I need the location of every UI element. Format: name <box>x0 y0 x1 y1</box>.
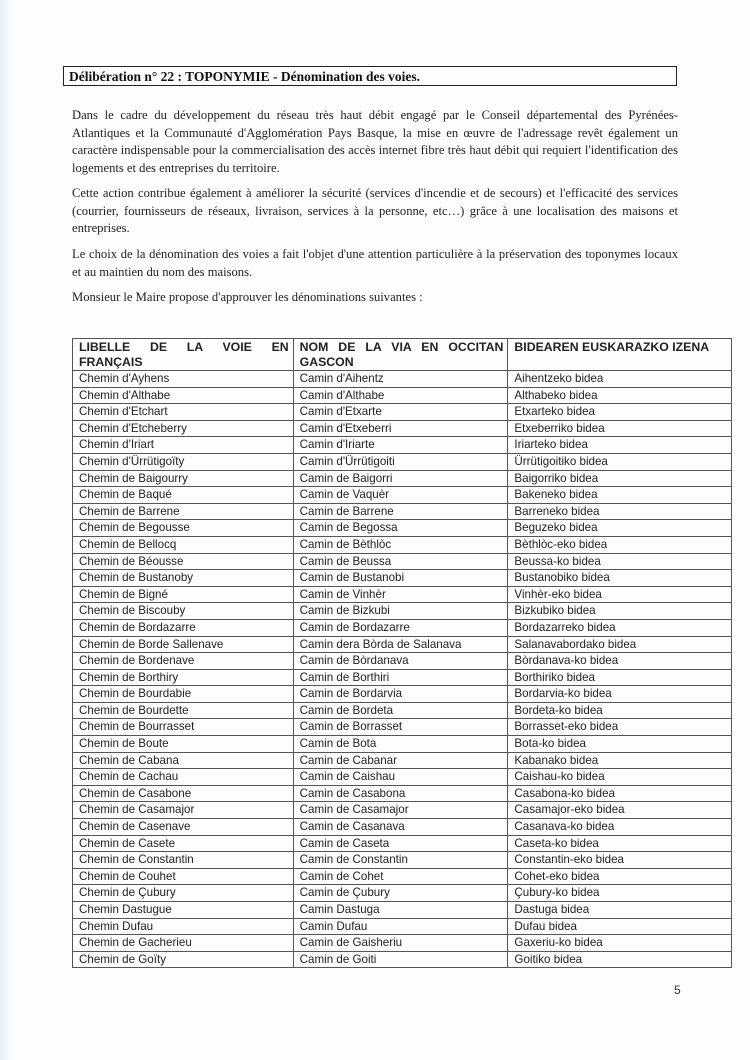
cell-occitan: Camin d'Etxarte <box>293 404 508 421</box>
table-row <box>73 520 732 537</box>
page-number: 5 <box>674 983 681 997</box>
header-french: LIBELLE DE LA VOIE EN FRANÇAIS <box>73 339 294 371</box>
cell-occitan: Camin de Begossa <box>293 520 508 537</box>
cell-occitan: Camin de Bota <box>293 736 508 753</box>
paragraph-proposal: Monsieur le Maire propose d'approuver les dénominations suivantes : <box>72 290 423 304</box>
cell-occitan: Camin de Bòrdanava <box>293 653 508 670</box>
table-row <box>73 653 732 670</box>
paragraph-context: Dans le cadre du développement du réseau très haut débit engagé par le Conseil départemental des Pyrénées-Atlantiques et la Communauté d'Agglomération Pays Basque, la mise en œuvre de l'adressage revêt également un caractère indispensable pour la commercialisation des accès internet fibre très haut débit qui requiert l'identification des logements et des entreprises du territoire. <box>72 108 678 175</box>
cell-french: Chemin de Bordenave <box>73 653 294 670</box>
cell-basque: Beussa-ko bidea <box>508 553 732 570</box>
paragraph-toponyms: Le choix de la dénomination des voies a fait l'objet d'une attention particulière à la préservation des toponymes locaux et au maintien du nom des maisons. <box>72 247 678 279</box>
cell-occitan: Camin de Cabanar <box>293 752 508 769</box>
table-row <box>73 669 732 686</box>
cell-occitan: Camin dera Bòrda de Salanava <box>293 636 508 653</box>
cell-occitan: Camin de Bordeta <box>293 702 508 719</box>
cell-basque: Kabanako bidea <box>508 752 732 769</box>
cell-basque: Casanava-ko bidea <box>508 819 732 836</box>
cell-french: Chemin de Goïty <box>73 951 294 968</box>
table-row <box>73 802 732 819</box>
cell-basque: Bakeneko bidea <box>508 487 732 504</box>
cell-occitan: Camin de Bordarvia <box>293 686 508 703</box>
table-row <box>73 868 732 885</box>
cell-basque: Caseta-ko bidea <box>508 835 732 852</box>
cell-occitan: Camin de Caseta <box>293 835 508 852</box>
cell-basque: Salanavabordako bidea <box>508 636 732 653</box>
paragraph-benefits: Cette action contribue également à améliorer la sécurité (services d'incendie et de secours) et l'efficacité des services (courrier, fournisseurs de réseaux, livraison, services à la personne, etc…) grâce à une localisation des maisons et entreprises. <box>72 186 678 236</box>
cell-french: Chemin de Casabone <box>73 785 294 802</box>
table-row <box>73 570 732 587</box>
cell-french: Chemin de Bordazarre <box>73 619 294 636</box>
cell-basque: Ürrütigoitiko bidea <box>508 453 732 470</box>
table-row <box>73 736 732 753</box>
table-row <box>73 553 732 570</box>
cell-basque: Barreneko bidea <box>508 503 732 520</box>
cell-french: Chemin d'Althabe <box>73 387 294 404</box>
cell-basque: Çubury-ko bidea <box>508 885 732 902</box>
cell-french: Chemin de Baigourry <box>73 470 294 487</box>
cell-basque: Bustanobiko bidea <box>508 570 732 587</box>
cell-french: Chemin de Biscouby <box>73 603 294 620</box>
cell-basque: Dastuga bidea <box>508 902 732 919</box>
cell-occitan: Camin de Borrasset <box>293 719 508 736</box>
cell-occitan: Camin de Baigorri <box>293 470 508 487</box>
cell-basque: Dufau bidea <box>508 918 732 935</box>
table-row <box>73 951 732 968</box>
cell-basque: Vinhèr-eko bidea <box>508 586 732 603</box>
cell-occitan: Camin de Casanava <box>293 819 508 836</box>
cell-basque: Goitiko bidea <box>508 951 732 968</box>
table-row <box>73 852 732 869</box>
cell-basque: Etxarteko bidea <box>508 404 732 421</box>
cell-basque: Iriarteko bidea <box>508 437 732 454</box>
cell-occitan: Camin de Borthiri <box>293 669 508 686</box>
table-body <box>73 371 732 968</box>
table-row <box>73 437 732 454</box>
table-row <box>73 918 732 935</box>
page-margin-shadow <box>0 0 14 1060</box>
table-row <box>73 885 732 902</box>
cell-basque: Bòrdanava-ko bidea <box>508 653 732 670</box>
cell-basque: Gaxeriu-ko bidea <box>508 935 732 952</box>
cell-french: Chemin de Borde Sallenave <box>73 636 294 653</box>
table-row <box>73 636 732 653</box>
cell-basque: Bizkubiko bidea <box>508 603 732 620</box>
table-row <box>73 819 732 836</box>
cell-basque: Caishau-ko bidea <box>508 769 732 786</box>
cell-french: Chemin de Casete <box>73 835 294 852</box>
cell-occitan: Camin de Çubury <box>293 885 508 902</box>
header-basque: BIDEAREN EUSKARAZKO IZENA <box>508 339 732 371</box>
cell-french: Chemin d'Ayhens <box>73 371 294 388</box>
cell-occitan: Camin de Cohet <box>293 868 508 885</box>
cell-basque: Baigorriko bidea <box>508 470 732 487</box>
table-row <box>73 686 732 703</box>
cell-basque: Bota-ko bidea <box>508 736 732 753</box>
cell-occitan: Camin de Barrene <box>293 503 508 520</box>
cell-occitan: Camin de Casamajor <box>293 802 508 819</box>
table-row <box>73 487 732 504</box>
table-row <box>73 619 732 636</box>
cell-occitan: Camin de Constantin <box>293 852 508 869</box>
cell-french: Chemin d'Ürrütigoïty <box>73 453 294 470</box>
table-row <box>73 835 732 852</box>
cell-occitan: Camin de Goiti <box>293 951 508 968</box>
cell-basque: Bordarvia-ko bidea <box>508 686 732 703</box>
table-row <box>73 603 732 620</box>
table-row <box>73 470 732 487</box>
cell-french: Chemin Dufau <box>73 918 294 935</box>
cell-french: Chemin de Boute <box>73 736 294 753</box>
cell-occitan: Camin de Gaisheriu <box>293 935 508 952</box>
cell-french: Chemin de Casamajor <box>73 802 294 819</box>
cell-basque: Borthiriko bidea <box>508 669 732 686</box>
cell-french: Chemin de Bourrasset <box>73 719 294 736</box>
cell-french: Chemin d'Etcheberry <box>73 420 294 437</box>
cell-occitan: Camin de Casabona <box>293 785 508 802</box>
cell-occitan: Camin Dastuga <box>293 902 508 919</box>
table-row <box>73 536 732 553</box>
cell-occitan: Camin de Caishau <box>293 769 508 786</box>
cell-basque: Bèthlòc-eko bidea <box>508 536 732 553</box>
table-row <box>73 404 732 421</box>
cell-occitan: Camin de Bizkubi <box>293 603 508 620</box>
cell-basque: Althabeko bidea <box>508 387 732 404</box>
cell-french: Chemin de Cachau <box>73 769 294 786</box>
street-names-table <box>72 338 732 968</box>
cell-occitan: Camin de Vaquèr <box>293 487 508 504</box>
cell-occitan: Camin d'Ürrütigoiti <box>293 453 508 470</box>
cell-basque: Beguzeko bidea <box>508 520 732 537</box>
cell-basque: Constantin-eko bidea <box>508 852 732 869</box>
cell-french: Chemin de Couhet <box>73 868 294 885</box>
deliberation-heading: Délibération n° 22 : TOPONYMIE - Dénomination des voies. <box>63 66 677 86</box>
cell-basque: Borrasset-eko bidea <box>508 719 732 736</box>
cell-french: Chemin de Bigné <box>73 586 294 603</box>
cell-french: Chemin de Bourdabie <box>73 686 294 703</box>
cell-basque: Cohet-eko bidea <box>508 868 732 885</box>
cell-occitan: Camin de Vinhèr <box>293 586 508 603</box>
cell-french: Chemin de Bellocq <box>73 536 294 553</box>
cell-french: Chemin d'Etchart <box>73 404 294 421</box>
cell-french: Chemin de Barrene <box>73 503 294 520</box>
cell-french: Chemin d'Iriart <box>73 437 294 454</box>
cell-occitan: Camin d'Etxeberri <box>293 420 508 437</box>
table-row <box>73 420 732 437</box>
cell-french: Chemin de Constantin <box>73 852 294 869</box>
table-row <box>73 719 732 736</box>
cell-french: Chemin de Casenave <box>73 819 294 836</box>
cell-french: Chemin de Begousse <box>73 520 294 537</box>
table-row <box>73 769 732 786</box>
cell-occitan: Camin d'Althabe <box>293 387 508 404</box>
cell-basque: Etxeberriko bidea <box>508 420 732 437</box>
header-occitan: NOM DE LA VIA EN OCCITAN GASCON <box>293 339 508 371</box>
cell-french: Chemin de Bourdette <box>73 702 294 719</box>
table-row <box>73 935 732 952</box>
cell-french: Chemin de Borthiry <box>73 669 294 686</box>
cell-occitan: Camin d'Aihentz <box>293 371 508 388</box>
table-row <box>73 902 732 919</box>
cell-occitan: Camin de Beussa <box>293 553 508 570</box>
table-row <box>73 702 732 719</box>
cell-basque: Aihentzeko bidea <box>508 371 732 388</box>
table-row <box>73 752 732 769</box>
table-row <box>73 586 732 603</box>
cell-occitan: Camin d'Iriarte <box>293 437 508 454</box>
cell-basque: Bordeta-ko bidea <box>508 702 732 719</box>
table-header-row <box>73 339 732 371</box>
cell-french: Chemin de Cabana <box>73 752 294 769</box>
cell-occitan: Camin de Bustanobi <box>293 570 508 587</box>
table-row <box>73 785 732 802</box>
table-row <box>73 371 732 388</box>
cell-french: Chemin de Bustanoby <box>73 570 294 587</box>
cell-french: Chemin Dastugue <box>73 902 294 919</box>
cell-french: Chemin de Çubury <box>73 885 294 902</box>
cell-french: Chemin de Baqué <box>73 487 294 504</box>
cell-occitan: Camin Dufau <box>293 918 508 935</box>
table-row <box>73 387 732 404</box>
cell-basque: Casamajor-eko bidea <box>508 802 732 819</box>
table-row <box>73 453 732 470</box>
cell-french: Chemin de Béousse <box>73 553 294 570</box>
cell-french: Chemin de Gacherieu <box>73 935 294 952</box>
cell-occitan: Camin de Bèthlòc <box>293 536 508 553</box>
cell-occitan: Camin de Bordazarre <box>293 619 508 636</box>
cell-basque: Bordazarreko bidea <box>508 619 732 636</box>
cell-basque: Casabona-ko bidea <box>508 785 732 802</box>
table-row <box>73 503 732 520</box>
